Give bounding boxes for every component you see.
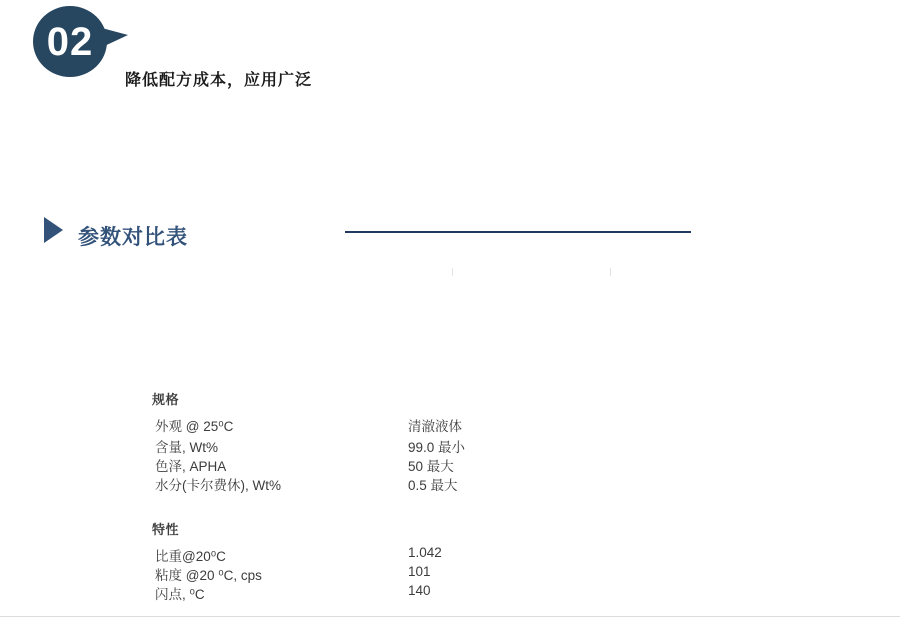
benefit-subtitle: 降低配方成本，应用广泛 bbox=[125, 72, 313, 89]
section-number-badge bbox=[33, 6, 107, 77]
table-row bbox=[155, 436, 715, 456]
property-row-label: 粘度 @20 ⁰C, cps bbox=[155, 568, 262, 583]
spec-section-header: 规格 bbox=[152, 392, 180, 407]
table-row bbox=[155, 545, 715, 565]
property-section-header: 特性 bbox=[152, 522, 180, 537]
property-row-label: 比重@20⁰C bbox=[155, 549, 226, 564]
property-row-label: 闪点, ⁰C bbox=[155, 587, 205, 602]
spec-row-value: 50 最大 bbox=[408, 459, 454, 474]
spec-row-label: 含量, Wt% bbox=[155, 440, 218, 455]
spec-row-value: 0.5 最大 bbox=[408, 478, 458, 493]
spec-row-label: 水分(卡尔费休), Wt% bbox=[155, 478, 281, 493]
header-rule-line bbox=[345, 231, 691, 233]
spec-row-label: 色泽, APHA bbox=[155, 459, 227, 474]
table-row bbox=[155, 415, 715, 435]
table-row bbox=[155, 583, 715, 603]
section-title: 参数对比表 bbox=[78, 226, 188, 249]
property-row-value: 140 bbox=[408, 583, 431, 598]
table-row bbox=[155, 564, 715, 584]
faint-tick-mark bbox=[452, 268, 453, 276]
bottom-divider-line bbox=[0, 616, 900, 617]
badge-number-text: 02 bbox=[46, 19, 94, 64]
property-row-value: 1.042 bbox=[408, 545, 442, 560]
property-row-value: 101 bbox=[408, 564, 431, 579]
spec-row-label: 外观 @ 25⁰C bbox=[155, 419, 234, 434]
table-row bbox=[155, 474, 715, 494]
table-row bbox=[155, 455, 715, 475]
arrow-right-icon bbox=[44, 217, 63, 243]
faint-tick-mark bbox=[610, 268, 611, 276]
spec-row-value: 清澈液体 bbox=[408, 419, 462, 434]
spec-row-value: 99.0 最小 bbox=[408, 440, 466, 455]
